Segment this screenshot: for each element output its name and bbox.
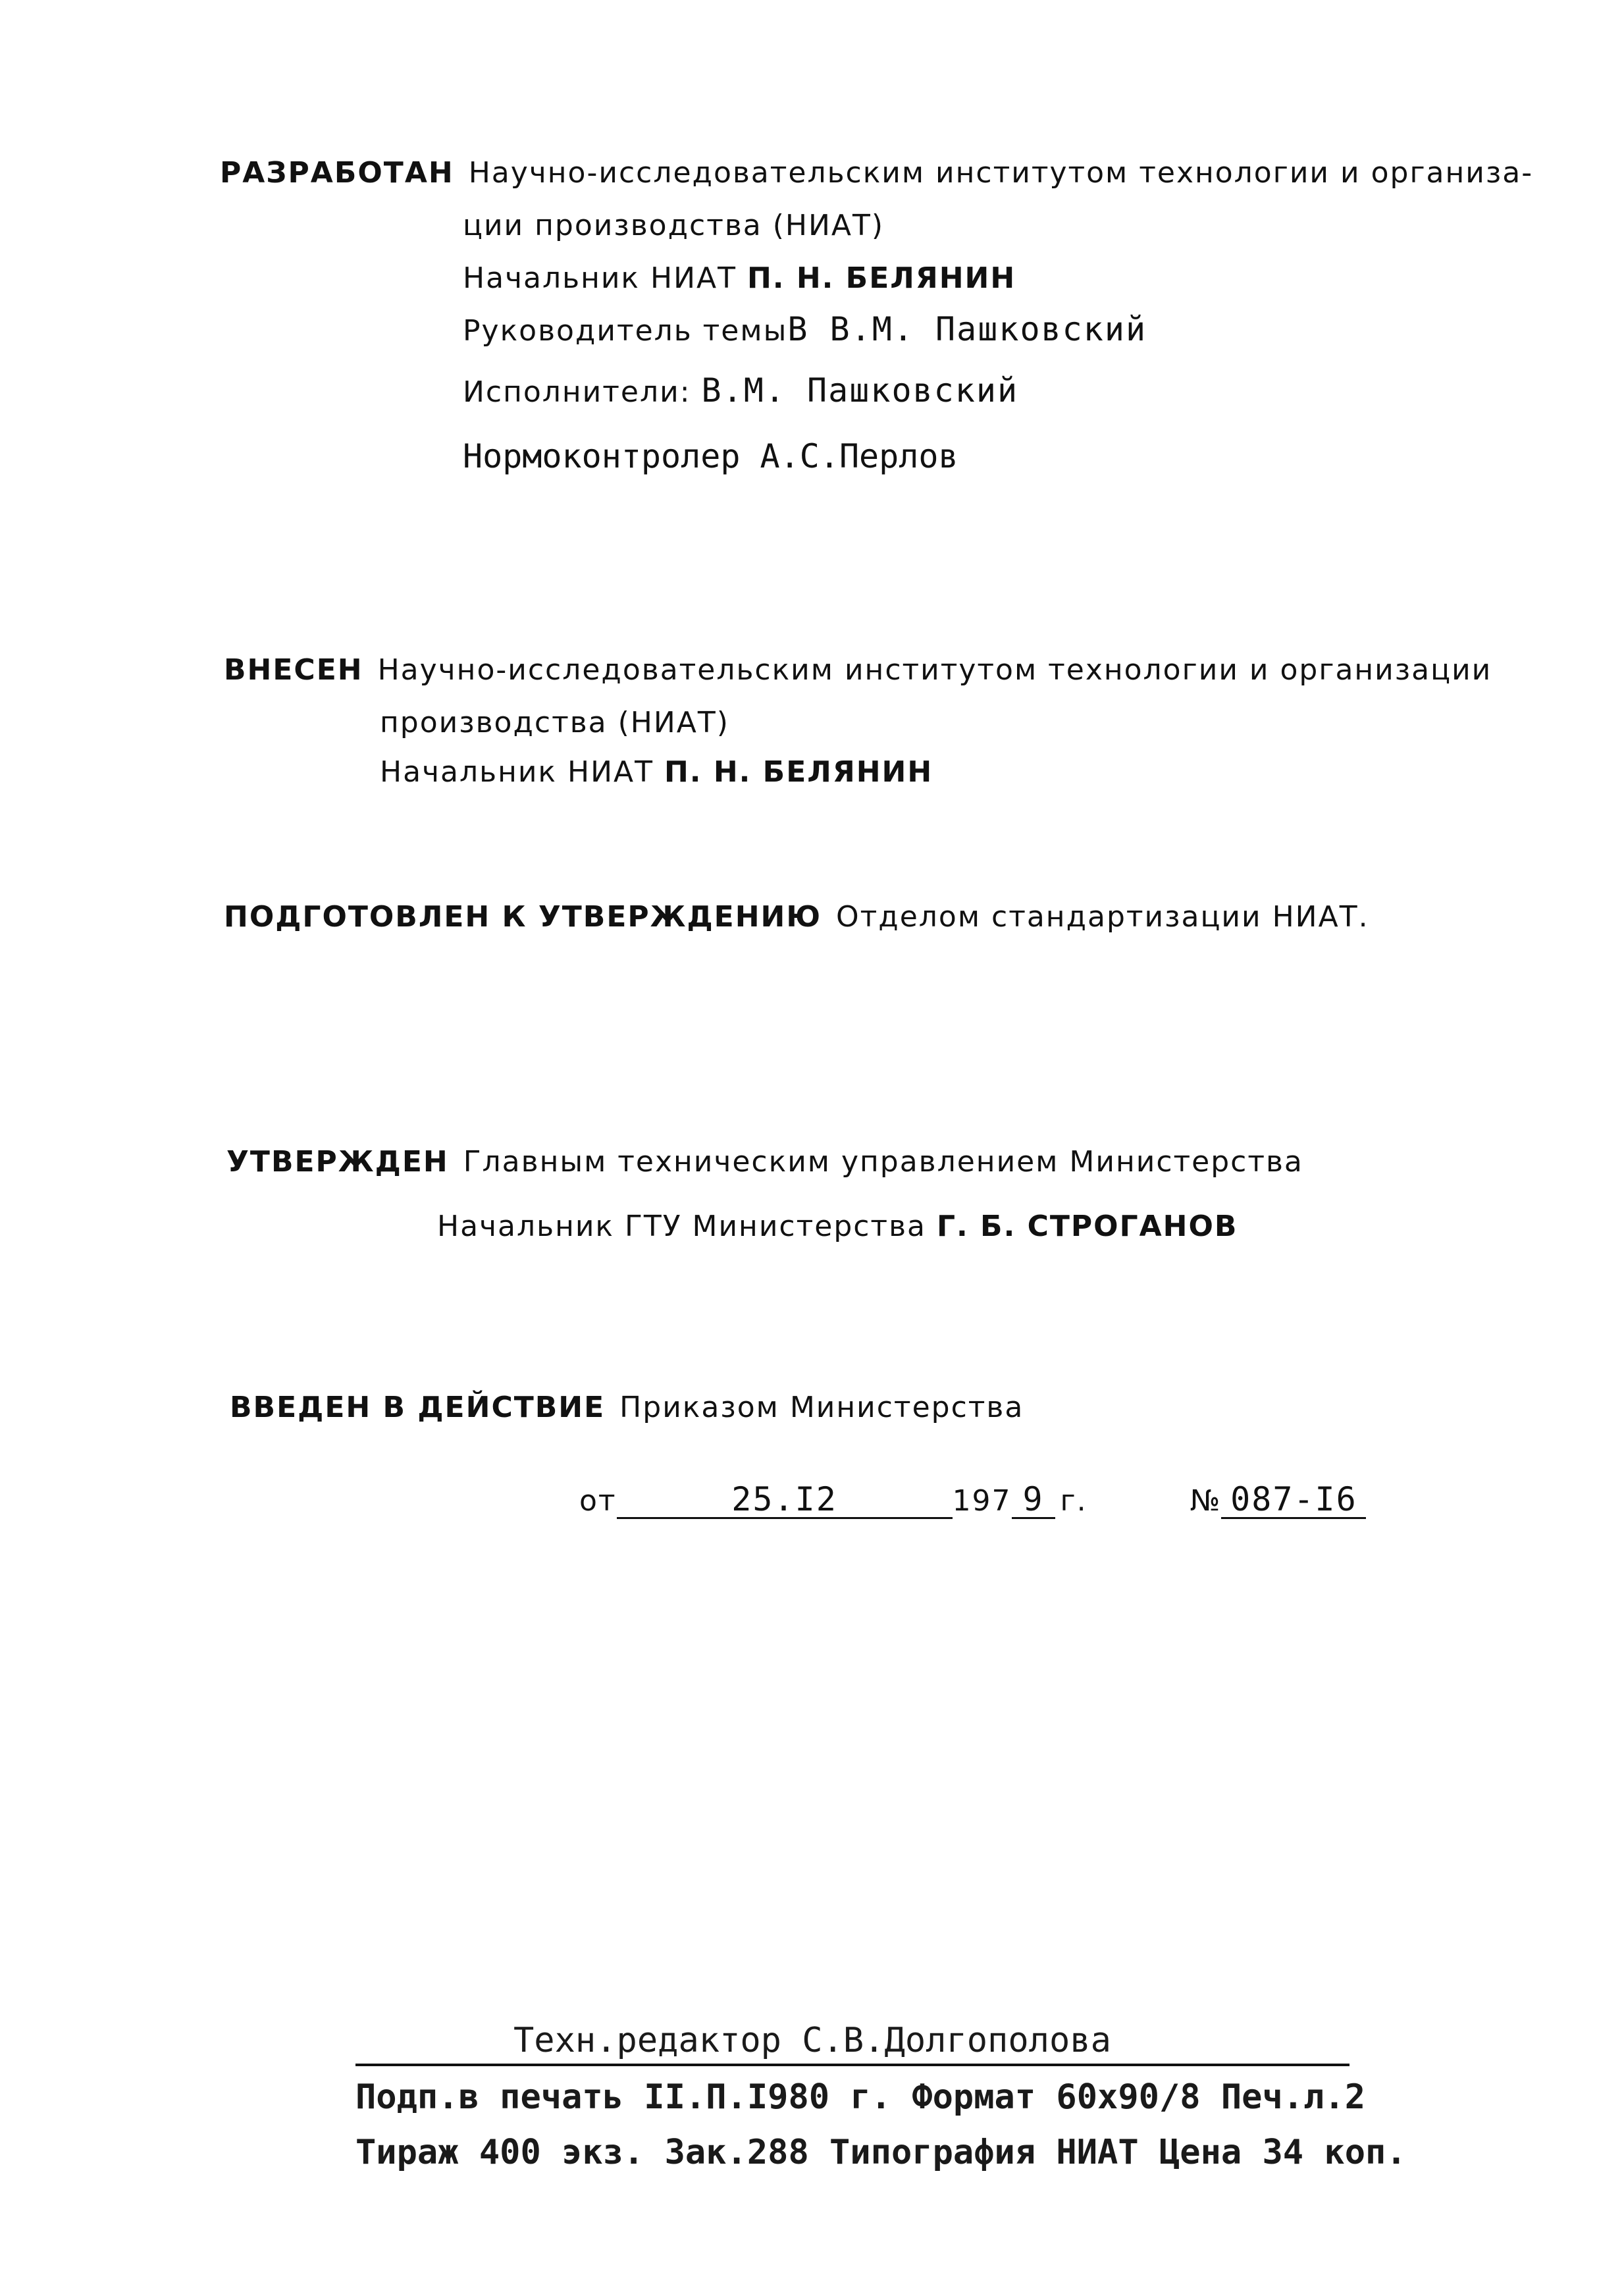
prepared-text: Отделом стандартизации НИАТ. xyxy=(836,900,1369,934)
developed-chief-prefix: Начальник НИАТ xyxy=(463,261,737,295)
approved-label: УТВЕРЖДЕН xyxy=(226,1145,449,1179)
enacted-date-line xyxy=(579,1482,1366,1521)
developed-leader-prefix: Руководитель темы xyxy=(463,314,788,348)
approved-text: Главным техническим управлением Министерства xyxy=(463,1145,1303,1179)
prepared-line xyxy=(224,897,1369,937)
developed-chief xyxy=(463,259,1016,298)
approved-line xyxy=(226,1142,1303,1182)
imprint-rule xyxy=(355,2064,1349,2066)
developed-executors xyxy=(463,371,1018,412)
introduced-org-line-1: Научно-исследовательским институтом технологии и организации xyxy=(377,653,1492,687)
developed-org-line-2: ции производства (НИАТ) xyxy=(463,209,885,242)
enacted-year-prefix: 197 xyxy=(952,1484,1012,1518)
developed-org-line-1: Научно-исследовательским институтом технологии и организа- xyxy=(468,156,1534,190)
prepared-label: ПОДГОТОВЛЕН К УТВЕРЖДЕНИЮ xyxy=(224,900,822,934)
developed-leader-name: В В.М. Пашковский xyxy=(787,310,1147,348)
introduced-org-line-2: производства (НИАТ) xyxy=(380,706,729,739)
enacted-year-suffix: г. xyxy=(1060,1484,1087,1518)
enacted-text: Приказом Министерства xyxy=(619,1391,1024,1424)
enacted-from-label: от xyxy=(579,1484,617,1518)
enacted-label: ВВЕДЕН В ДЕЙСТВИЕ xyxy=(230,1391,606,1424)
imprint-line-2: Тираж 400 экз. Зак.288 Типография НИАТ Цена 34 коп. xyxy=(355,2133,1407,2172)
enacted-year-digit: 9 xyxy=(1012,1482,1055,1519)
developed-chief-name: П. Н. БЕЛЯНИН xyxy=(747,261,1016,295)
developed-executors-prefix: Исполнители: xyxy=(463,375,691,409)
developed-line-1 xyxy=(220,153,1533,193)
imprint-editor: Техн.редактор С.В.Долгополова xyxy=(513,2021,1111,2060)
developed-executors-name: В.М. Пашковский xyxy=(701,371,1019,410)
introduced-line-1 xyxy=(224,651,1492,690)
introduced-chief-name: П. Н. БЕЛЯНИН xyxy=(664,755,933,789)
enacted-number-value: 087-I6 xyxy=(1221,1482,1366,1519)
approved-chief-prefix: Начальник ГТУ Министерства xyxy=(437,1210,926,1243)
enacted-date-value: 25.I2 xyxy=(617,1482,953,1519)
enacted-line xyxy=(230,1388,1024,1428)
developed-label: РАЗРАБОТАН xyxy=(220,156,454,190)
developed-leader xyxy=(463,309,1147,351)
developed-normcontrol: Нормоконтролер А.С.Перлов xyxy=(463,437,958,475)
introduced-chief xyxy=(380,753,933,792)
introduced-label: ВНЕСЕН xyxy=(224,653,363,687)
approved-chief-name: Г. Б. СТРОГАНОВ xyxy=(936,1210,1238,1243)
introduced-chief-prefix: Начальник НИАТ xyxy=(380,755,654,789)
imprint-line-1: Подп.в печать II.П.I980 г. Формат 60х90/8 Печ.л.2 xyxy=(355,2077,1366,2117)
enacted-number-label: № xyxy=(1190,1484,1222,1518)
approved-chief xyxy=(437,1207,1238,1246)
